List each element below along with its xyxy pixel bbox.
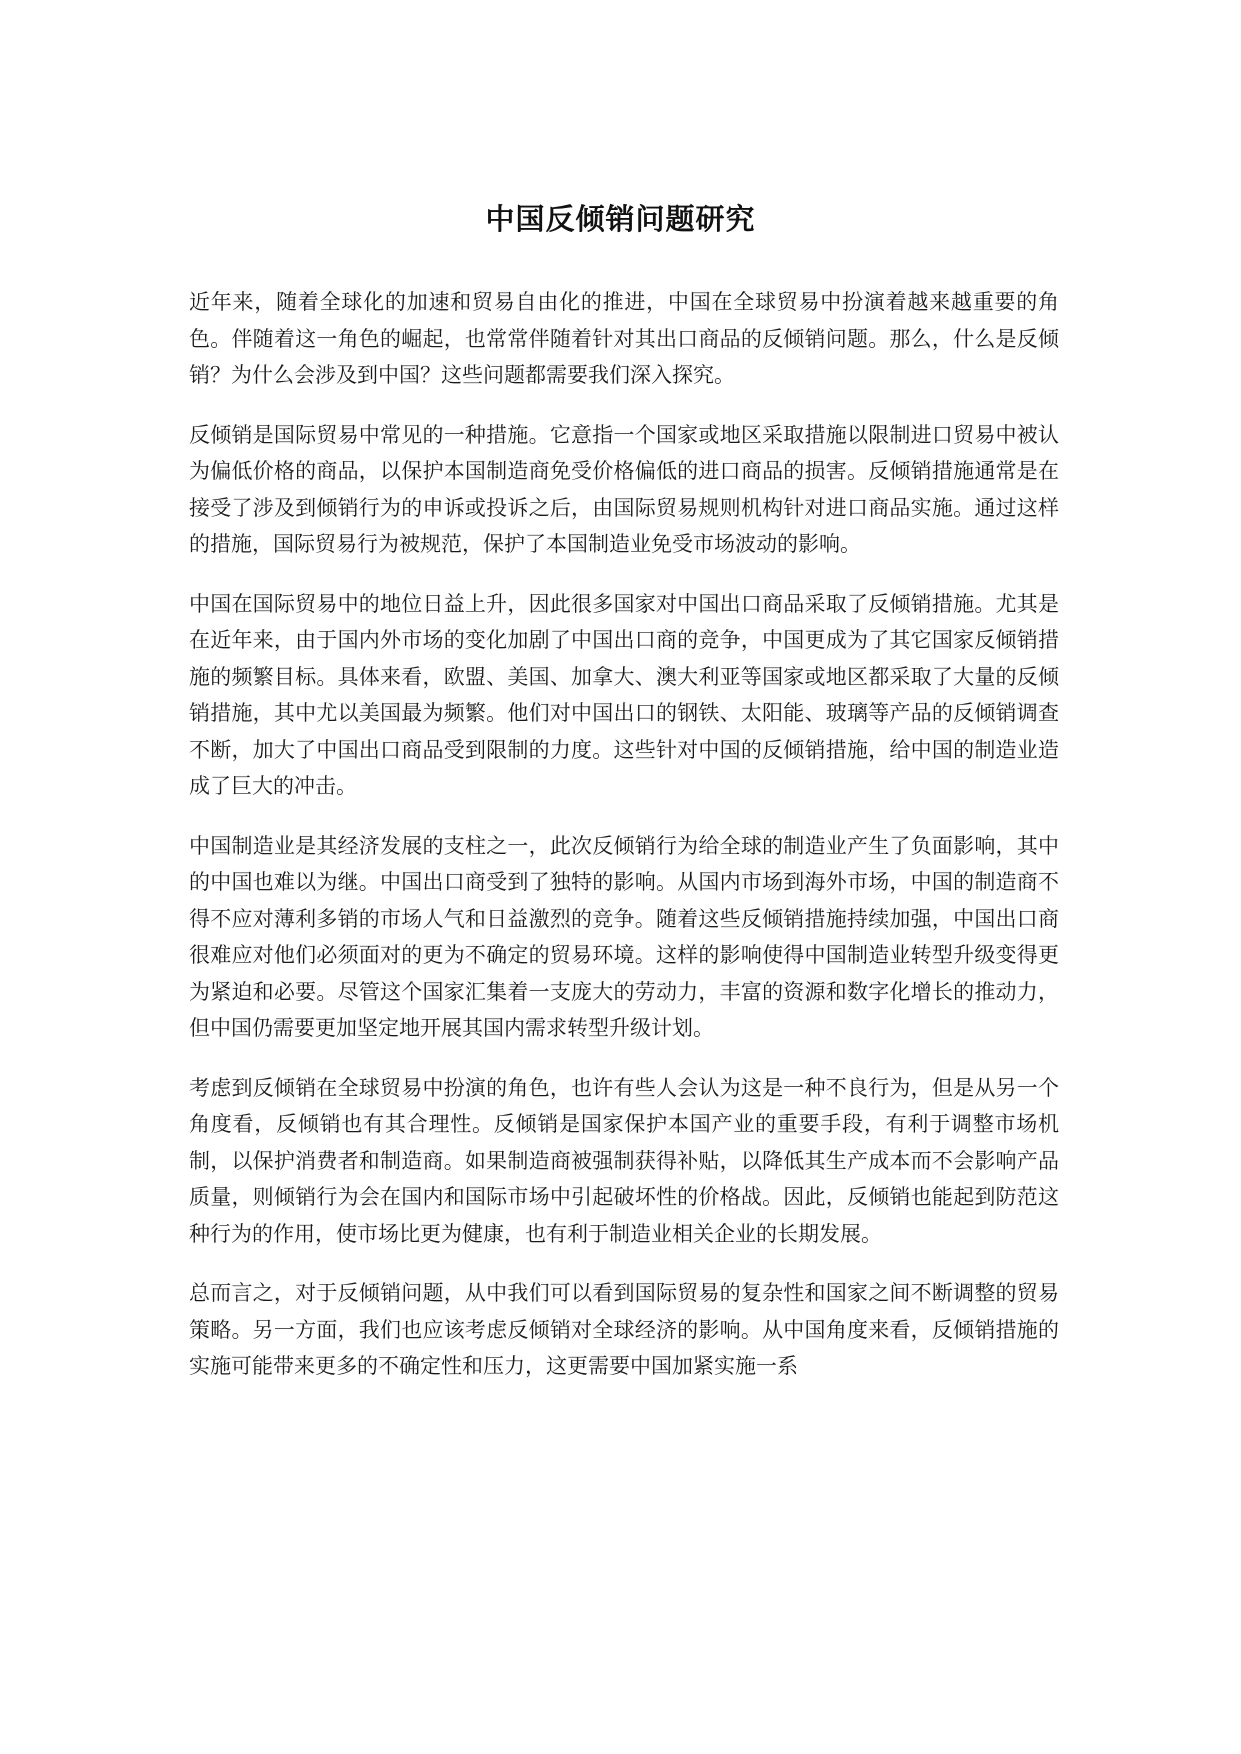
paragraph-4: 中国制造业是其经济发展的支柱之一，此次反倾销行为给全球的制造业产生了负面影响，其中的中国也难以为继。中国出口商受到了独特的影响。从国内市场到海外市场，中国的制造商不得不应对薄利多销的市场人气和日益激烈的竞争。随着这些反倾销措施持续加强，中国出口商很难应对他们必须面对的更为不确定的贸易环境。这样的影响使得中国制造业转型升级变得更为紧迫和必要。尽管这个国家汇集着一支庞大的劳动力，丰富的资源和数字化增长的推动力，但中国仍需要更加坚定地开展其国内需求转型升级计划。 — [189, 833, 1059, 1040]
paragraph-3: 中国在国际贸易中的地位日益上升，因此很多国家对中国出口商品采取了反倾销措施。尤其是在近年来，由于国内外市场的变化加剧了中国出口商的竞争，中国更成为了其它国家反倾销措施的频繁目标。具体来看，欧盟、美国、加拿大、澳大利亚等国家或地区都采取了大量的反倾销措施，其中尤以美国最为频繁。他们对中国出口的钢铁、太阳能、玻璃等产品的反倾销调查不断，加大了中国出口商品受到限制的力度。这些针对中国的反倾销措施，给中国的制造业造成了巨大的冲击。 — [189, 591, 1059, 798]
paragraph-1: 近年来，随着全球化的加速和贸易自由化的推进，中国在全球贸易中扮演着越来越重要的角色。伴随着这一角色的崛起，也常常伴随着针对其出口商品的反倾销问题。那么，什么是反倾销？为什么会涉及到中国？这些问题都需要我们深入探究。 — [189, 290, 1059, 387]
page-title: 中国反倾销问题研究 — [485, 202, 756, 237]
document-body — [189, 284, 1059, 1408]
paragraph-6: 总而言之，对于反倾销问题，从中我们可以看到国际贸易的复杂性和国家之间不断调整的贸易策略。另一方面，我们也应该考虑反倾销对全球经济的影响。从中国角度来看，反倾销措施的实施可能带来更多的不确定性和压力，这更需要中国加紧实施一系 — [189, 1281, 1059, 1378]
paragraph-5: 考虑到反倾销在全球贸易中扮演的角色，也许有些人会认为这是一种不良行为，但是从另一个角度看，反倾销也有其合理性。反倾销是国家保护本国产业的重要手段，有利于调整市场机制，以保护消费者和制造商。如果制造商被强制获得补贴，以降低其生产成本而不会影响产品质量，则倾销行为会在国内和国际市场中引起破坏性的价格战。因此，反倾销也能起到防范这种行为的作用，使市场比更为健康，也有利于制造业相关企业的长期发展。 — [189, 1075, 1059, 1246]
paragraph-2: 反倾销是国际贸易中常见的一种措施。它意指一个国家或地区采取措施以限制进口贸易中被认为偏低价格的商品，以保护本国制造商免受价格偏低的进口商品的损害。反倾销措施通常是在接受了涉及到倾销行为的申诉或投诉之后，由国际贸易规则机构针对进口商品实施。通过这样的措施，国际贸易行为被规范，保护了本国制造业免受市场波动的影响。 — [189, 422, 1059, 556]
